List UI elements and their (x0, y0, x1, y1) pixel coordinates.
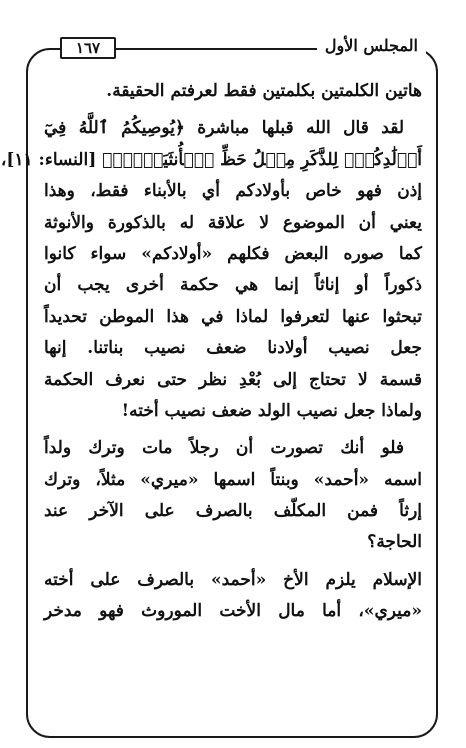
page-number: ١٦٧ (60, 37, 116, 59)
text-line: إرثاً فمن المكلّف بالصرف على الآخر عند (44, 501, 422, 522)
text-line: كما صوره البعض فكلهم «أولادكم» سواء كانوا (44, 243, 422, 264)
text-line: تبحثوا عنها لتعرفوا لماذا في هذا الموطن تحديداً (44, 306, 422, 327)
text-line: إذن فهو خاص بأولادكم أي بالأبناء فقط، وهذا (44, 181, 422, 202)
text-line: جعل نصيب أولادنا ضعف نصيب بناتنا. إنها (44, 338, 422, 359)
text-line: فلو أنك تصورت أن رجلاً مات وترك ولداً (44, 438, 404, 459)
text-line: الحاجة؟ (367, 532, 422, 553)
text-line: يعني أن الموضوع لا علاقة له بالذكورة والأنوثة (44, 212, 422, 233)
text-line: «ميري»، أما مال الأخت الموروث فهو مدخر (44, 601, 422, 622)
running-title: المجلس الأول (317, 34, 426, 58)
text-line: ولماذا جعل نصيب الولد ضعف نصيب أخته! (121, 400, 422, 421)
text-line: هاتين الكلمتين بكلمتين فقط لعرفتم الحقيقة. (106, 81, 422, 101)
text-line: لقد قال الله قبلها مباشرة ﴿يُوصِيكُمُ ٱللَّهُ فِيٓ (44, 118, 404, 139)
text-line: قسمة لا تحتاج إلى بُعْدِ نظر حتى نعرف الحكمة (44, 369, 422, 390)
text-line: الإسلام يلزم الأخ «أحمد» بالصرف على أخته (44, 569, 422, 590)
text-line: ذكوراً أو إناثاً إنما هي حكمة أخرى يجب أن (44, 275, 422, 296)
body-text (0, 76, 422, 628)
text-line: اسمه «أحمد» وبنتاً اسمها «ميري» مثلاً، وترك (44, 469, 422, 490)
text-line: أَوۡلَٰدِكُمۡۖ لِلذَّكَرِ مِثۡلُ حَظِّ ٱلۡأُنثَيَيۡنِۚ﴾ [النساء: ١١]، (0, 149, 422, 170)
